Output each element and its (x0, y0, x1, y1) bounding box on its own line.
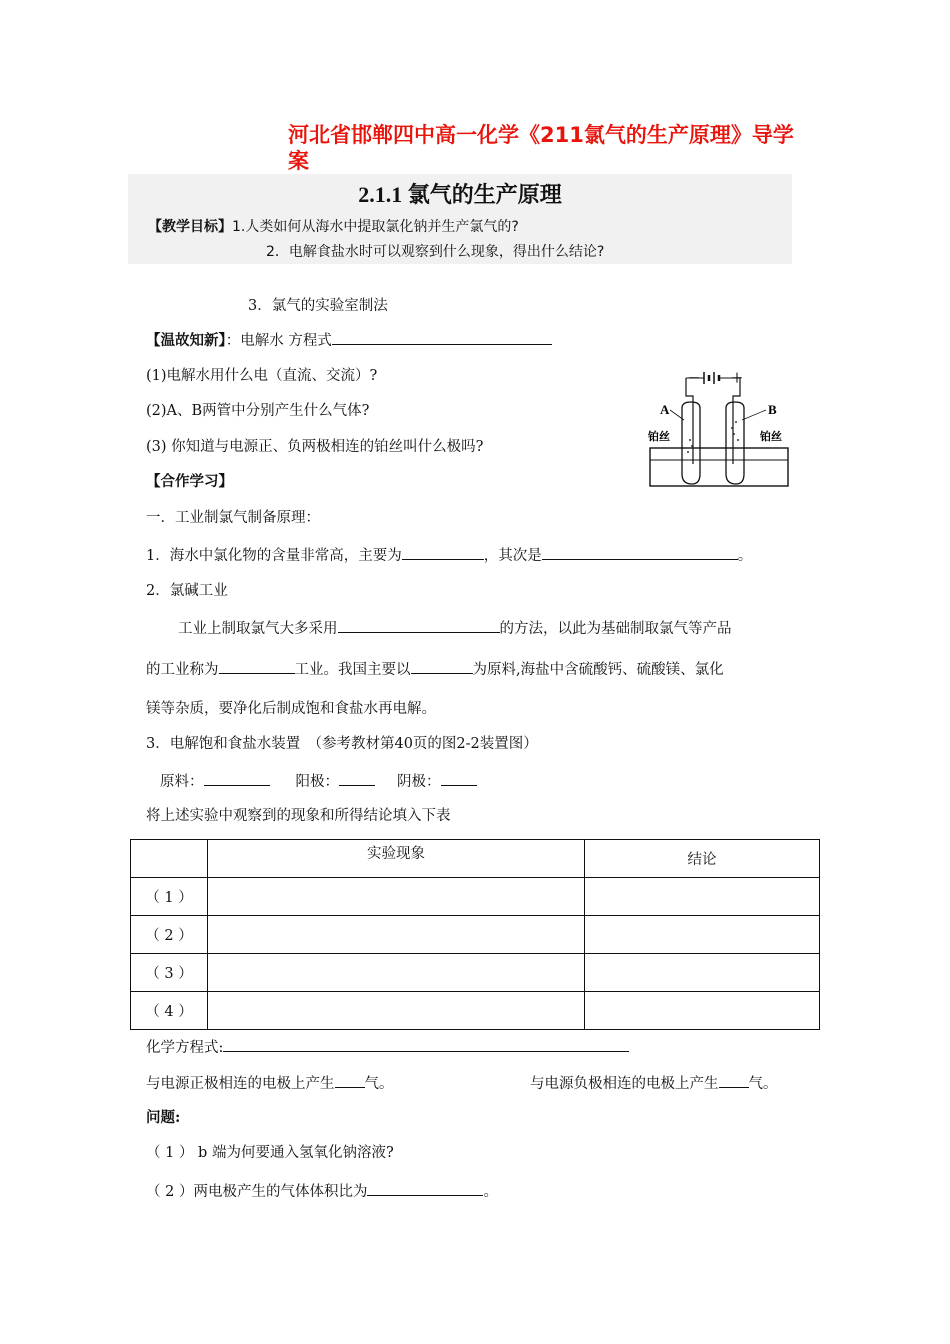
question-1: （ 1 ） b 端为何要通入氢氧化钠溶液? (146, 1145, 394, 1161)
label-a: A (660, 402, 670, 417)
header-conclusion: 结论 (585, 840, 820, 878)
cathode-label: 阴极： (397, 774, 441, 790)
review-tag: 【温故知新】 (146, 332, 226, 349)
conclusion-cell[interactable] (585, 916, 820, 954)
blank-industry[interactable] (219, 658, 295, 674)
question-2-text: （ 2 ）两电极产生的气体体积比为 (146, 1184, 368, 1200)
para-1a: 工业上制取氯气大多采用 (178, 621, 338, 637)
questions-tag: 问题: (146, 1109, 181, 1126)
tube-a (682, 402, 700, 484)
para-2c: 为原料,海盐中含硫酸钙、硫酸镁、氯化 (472, 662, 724, 678)
blank-method[interactable] (338, 617, 500, 633)
blank-positive-gas[interactable] (335, 1072, 365, 1088)
observation-table (130, 839, 820, 1030)
para-line-2 (146, 658, 724, 680)
phenomenon-cell[interactable] (208, 916, 585, 954)
header-cell-blank (131, 840, 208, 878)
wires (686, 378, 740, 464)
item-1-text-c: 。 (737, 548, 753, 564)
para-line-3: 镁等杂质，要净化后制成饱和食盐水再电解。 (146, 701, 436, 717)
blank-cathode[interactable] (441, 770, 477, 786)
blank-equation[interactable] (223, 1036, 629, 1052)
phenomenon-cell[interactable] (208, 954, 585, 992)
positive-electrode-line (146, 1072, 394, 1094)
conclusion-cell[interactable] (585, 878, 820, 916)
para-2a: 的工业称为 (146, 662, 219, 678)
table-row (131, 878, 820, 916)
question-2-suffix: 。 (483, 1184, 498, 1200)
review-q1: (1)电解水用什么电（直流、交流）? (146, 368, 378, 384)
wire-label-left: 铂丝 (648, 430, 670, 443)
minus-sign: － (688, 371, 701, 385)
blank-raw-material[interactable] (411, 658, 473, 674)
conclusion-cell[interactable] (585, 954, 820, 992)
review-q2: (2)A、B两管中分别产生什么气体? (146, 403, 370, 419)
review-q3: (3) 你知道与电源正、负两极相连的铂丝叫什么极吗? (146, 439, 484, 455)
coop-tag: 【合作学习】 (146, 473, 233, 490)
table-header-row (131, 840, 820, 878)
header-phenomenon: 实验现象 (208, 840, 585, 878)
objective-3: 3．氯气的实验室制法 (248, 298, 388, 314)
negative-suffix: 气。 (748, 1076, 778, 1092)
para-line-1 (178, 617, 732, 639)
equation-label: 化学方程式: (146, 1040, 224, 1056)
tube-b (726, 402, 744, 484)
review-line (146, 329, 552, 351)
plus-sign: ＋ (731, 371, 744, 385)
equation-line (146, 1036, 629, 1058)
equation-blank[interactable] (332, 329, 552, 345)
table-intro: 将上述实验中观察到的现象和所得结论填入下表 (146, 808, 451, 824)
raw-label: 原料： (160, 774, 204, 790)
table-row (131, 954, 820, 992)
blank-negative-gas[interactable] (719, 1072, 749, 1088)
trough (650, 448, 788, 486)
phenomenon-cell[interactable] (208, 992, 585, 1030)
label-b: B (768, 402, 777, 417)
question-2 (146, 1180, 498, 1202)
phenomenon-cell[interactable] (208, 878, 585, 916)
blank-volume-ratio[interactable] (367, 1180, 483, 1196)
table-row (131, 916, 820, 954)
blank-anode[interactable] (339, 770, 375, 786)
blank-main-chloride[interactable] (402, 544, 484, 560)
objective-2: 2．电解食盐水时可以观察到什么现象，得出什么结论? (266, 244, 605, 260)
positive-suffix: 气。 (364, 1076, 394, 1092)
materials-line (160, 770, 477, 792)
item-1-text-b: ，其次是 (483, 548, 542, 564)
row-label: （ 2 ） (131, 916, 208, 954)
row-label: （ 1 ） (131, 878, 208, 916)
banner-heading: 2.1.1 氯气的生产原理 (358, 182, 562, 207)
blank-secondary-chloride[interactable] (542, 544, 738, 560)
row-label: （ 3 ） (131, 954, 208, 992)
review-prompt: ：电解水 方程式 (225, 333, 332, 349)
blank-raw[interactable] (204, 770, 270, 786)
wire-label-right: 铂丝 (760, 430, 782, 443)
row-label: （ 4 ） (131, 992, 208, 1030)
objective-1: 1.人类如何从海水中提取氯化钠并生产氯气的? (232, 219, 519, 235)
objectives-banner (128, 174, 792, 264)
item-1-text-a: 1．海水中氯化物的含量非常高，主要为 (146, 548, 402, 564)
item-2: 2．氯碱工业 (146, 583, 228, 599)
item-3: 3．电解饱和食盐水装置 （参考教材第40页的图2-2装置图） (146, 736, 538, 752)
para-1b: 的方法，以此为基础制取氯气等产品 (499, 621, 732, 637)
positive-text: 与电源正极相连的电极上产生 (146, 1076, 335, 1092)
negative-text: 与电源负极相连的电极上产生 (530, 1076, 719, 1092)
item-1 (146, 544, 752, 566)
negative-electrode-line (530, 1072, 778, 1094)
table-row (131, 992, 820, 1030)
anode-label: 阳极： (295, 774, 339, 790)
para-2b: 工业。我国主要以 (294, 662, 411, 678)
objective-line-1 (148, 216, 519, 236)
electrolysis-diagram (646, 370, 792, 492)
document-title: 河北省邯郸四中高一化学《211氯气的生产原理》导学案 (288, 123, 794, 173)
conclusion-cell[interactable] (585, 992, 820, 1030)
objective-tag: 【教学目标】 (148, 219, 232, 235)
section-1-heading: 一．工业制氯气制备原理： (146, 510, 320, 526)
